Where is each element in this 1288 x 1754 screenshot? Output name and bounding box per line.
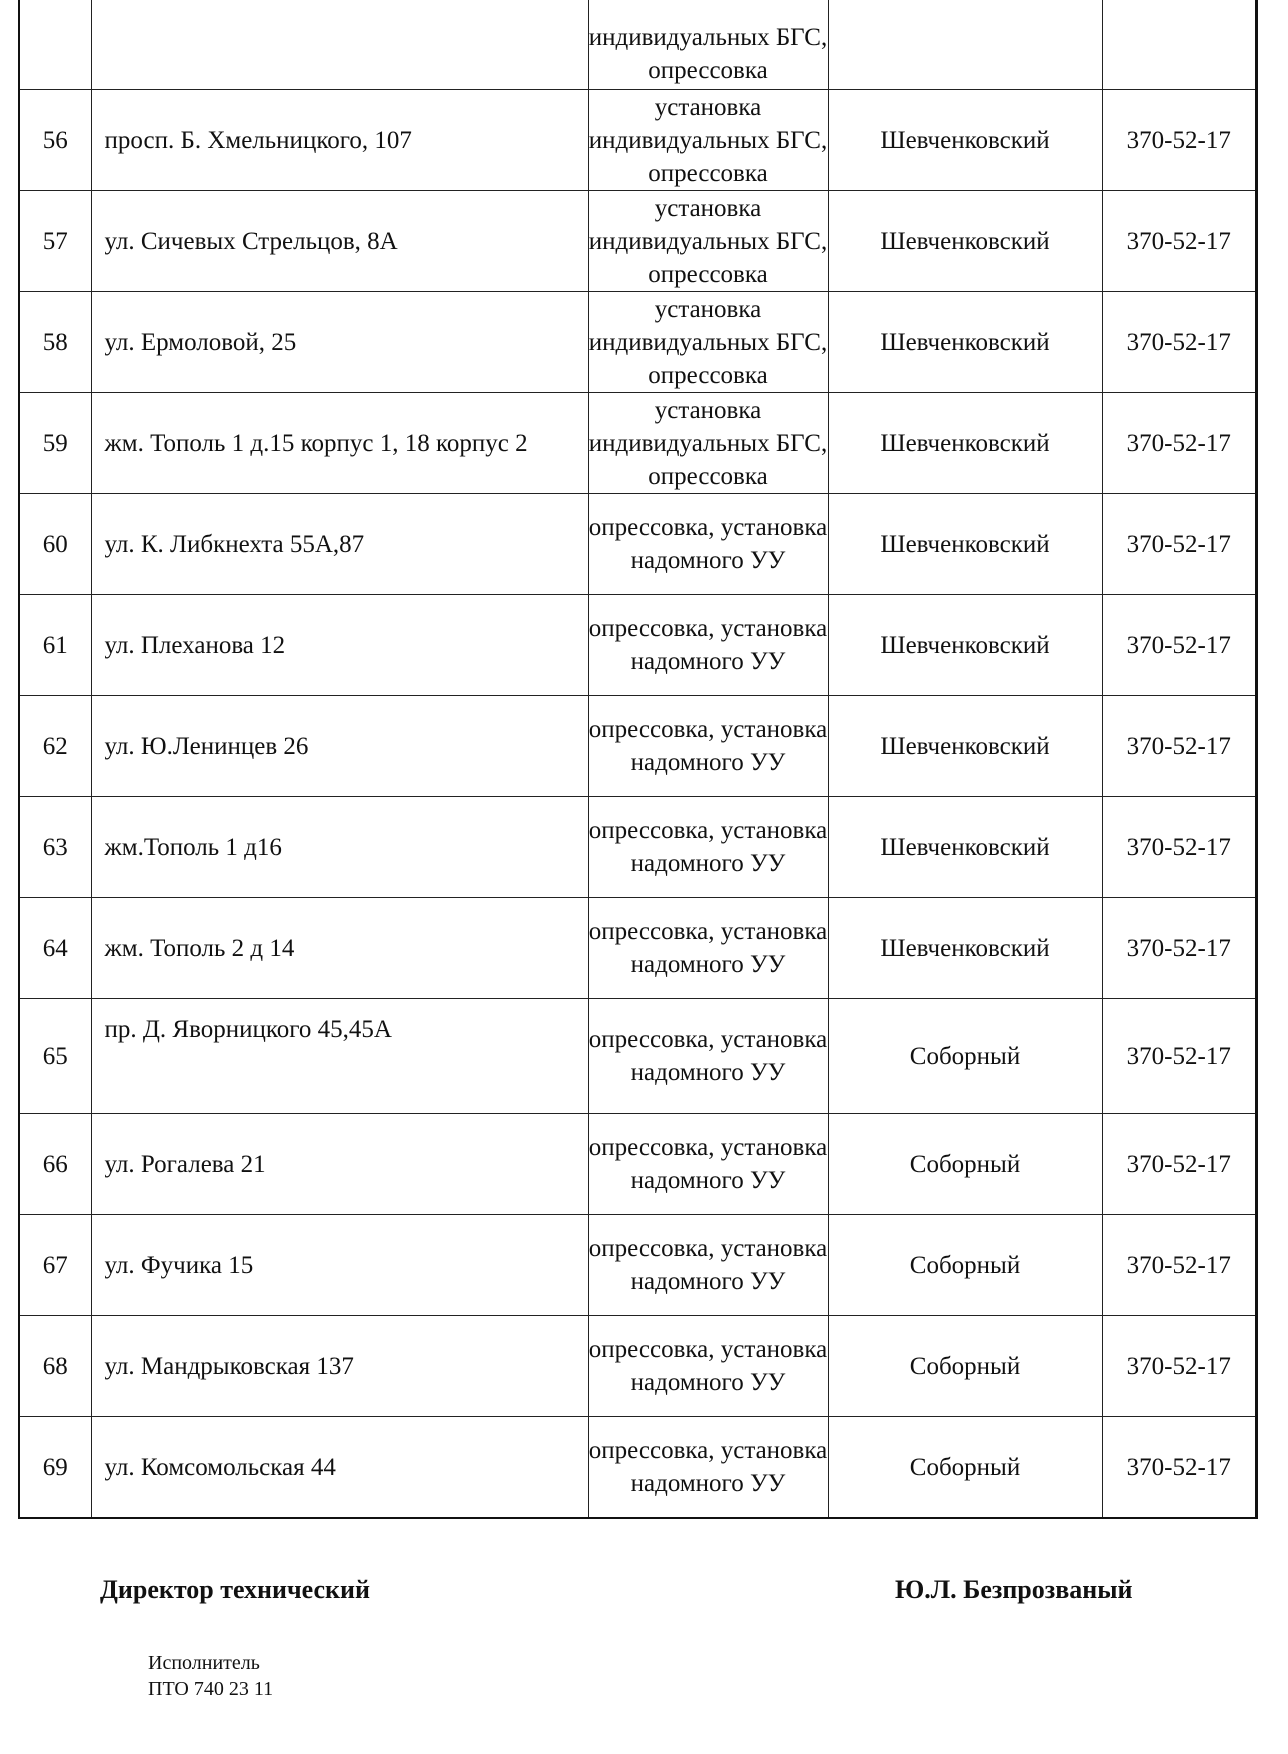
phone-cell: 370-52-17 [1102, 292, 1257, 393]
district-cell: Шевченковский [828, 393, 1102, 494]
work-type-cell: установка индивидуальных БГС, опрессовка [588, 292, 828, 393]
address-cell: ул. Фучика 15 [91, 1215, 588, 1316]
row-number-cell: 65 [19, 999, 91, 1114]
work-type-cell: опрессовка, установка надомного УУ [588, 1114, 828, 1215]
address-cell: жм. Тополь 2 д 14 [91, 898, 588, 999]
phone-cell: 370-52-17 [1102, 999, 1257, 1114]
phone-cell: 370-52-17 [1102, 494, 1257, 595]
executor-contact: ПТО 740 23 11 [148, 1678, 274, 1700]
address-cell: ул. Плеханова 12 [91, 595, 588, 696]
phone-cell: 370-52-17 [1102, 1215, 1257, 1316]
work-type-cell: опрессовка, установка надомного УУ [588, 595, 828, 696]
work-type-cell: опрессовка, установка надомного УУ [588, 494, 828, 595]
row-number-cell: 61 [19, 595, 91, 696]
works-table-body [19, 0, 1257, 1518]
executor-block [148, 1650, 273, 1702]
district-cell: Шевченковский [828, 494, 1102, 595]
row-number-cell: 60 [19, 494, 91, 595]
district-cell: Соборный [828, 1114, 1102, 1215]
work-type-cell: опрессовка, установка надомного УУ [588, 1215, 828, 1316]
phone-cell: 370-52-17 [1102, 393, 1257, 494]
address-cell: просп. Б. Хмельницкого, 107 [91, 90, 588, 191]
table-row [19, 292, 1257, 393]
work-type-cell: установка индивидуальных БГС, опрессовка [588, 90, 828, 191]
work-type-cell: опрессовка, установка надомного УУ [588, 1417, 828, 1519]
work-type-cell: опрессовка, установка надомного УУ [588, 797, 828, 898]
district-cell: Соборный [828, 999, 1102, 1114]
phone-cell: 370-52-17 [1102, 1417, 1257, 1519]
address-cell: ул. Комсомольская 44 [91, 1417, 588, 1519]
table-row [19, 90, 1257, 191]
work-type-cell: опрессовка, установка надомного УУ [588, 1316, 828, 1417]
row-number-cell: 62 [19, 696, 91, 797]
executor-label: Исполнитель [148, 1652, 260, 1674]
row-number-cell [19, 0, 91, 90]
document-sheet [18, 0, 1258, 1519]
phone-cell: 370-52-17 [1102, 1114, 1257, 1215]
row-number-cell: 66 [19, 1114, 91, 1215]
row-number-cell: 68 [19, 1316, 91, 1417]
row-number-cell: 59 [19, 393, 91, 494]
table-row [19, 494, 1257, 595]
district-cell: Шевченковский [828, 595, 1102, 696]
table-row-continued [19, 0, 1257, 90]
district-cell [828, 0, 1102, 90]
district-cell: Шевченковский [828, 898, 1102, 999]
row-number-cell: 57 [19, 191, 91, 292]
table-row [19, 1215, 1257, 1316]
address-cell: ул. Мандрыковская 137 [91, 1316, 588, 1417]
address-cell: ул. Сичевых Стрельцов, 8А [91, 191, 588, 292]
address-cell: пр. Д. Яворницкого 45,45А [91, 999, 588, 1114]
signatory-position: Директор технический [100, 1575, 370, 1604]
district-cell: Шевченковский [828, 292, 1102, 393]
address-cell: ул. Рогалева 21 [91, 1114, 588, 1215]
row-number-cell: 58 [19, 292, 91, 393]
table-row [19, 1417, 1257, 1519]
district-cell: Шевченковский [828, 191, 1102, 292]
work-type-cell: установка индивидуальных БГС, опрессовка [588, 191, 828, 292]
phone-cell: 370-52-17 [1102, 797, 1257, 898]
signatory-name: Ю.Л. Безпрозваный [895, 1575, 1133, 1604]
district-cell: Соборный [828, 1417, 1102, 1519]
district-cell: Соборный [828, 1215, 1102, 1316]
phone-cell: 370-52-17 [1102, 90, 1257, 191]
table-row [19, 595, 1257, 696]
address-cell [91, 0, 588, 90]
work-type-cell: индивидуальных БГС, опрессовка [588, 0, 828, 90]
phone-cell: 370-52-17 [1102, 898, 1257, 999]
address-cell: ул. К. Либкнехта 55А,87 [91, 494, 588, 595]
address-cell: жм.Тополь 1 д16 [91, 797, 588, 898]
table-row [19, 191, 1257, 292]
phone-cell: 370-52-17 [1102, 191, 1257, 292]
work-type-cell: опрессовка, установка надомного УУ [588, 999, 828, 1114]
address-cell: ул. Ермоловой, 25 [91, 292, 588, 393]
district-cell: Шевченковский [828, 90, 1102, 191]
table-row [19, 898, 1257, 999]
table-row [19, 1316, 1257, 1417]
works-table [18, 0, 1258, 1519]
table-row [19, 999, 1257, 1114]
district-cell: Шевченковский [828, 696, 1102, 797]
row-number-cell: 69 [19, 1417, 91, 1519]
phone-cell [1102, 0, 1257, 90]
row-number-cell: 67 [19, 1215, 91, 1316]
table-row [19, 393, 1257, 494]
phone-cell: 370-52-17 [1102, 595, 1257, 696]
table-row [19, 696, 1257, 797]
work-type-cell: опрессовка, установка надомного УУ [588, 898, 828, 999]
row-number-cell: 56 [19, 90, 91, 191]
row-number-cell: 64 [19, 898, 91, 999]
district-cell: Соборный [828, 1316, 1102, 1417]
address-cell: ул. Ю.Ленинцев 26 [91, 696, 588, 797]
row-number-cell: 63 [19, 797, 91, 898]
phone-cell: 370-52-17 [1102, 696, 1257, 797]
work-type-cell: опрессовка, установка надомного УУ [588, 696, 828, 797]
district-cell: Шевченковский [828, 797, 1102, 898]
work-type-cell: установка индивидуальных БГС, опрессовка [588, 393, 828, 494]
table-row [19, 1114, 1257, 1215]
table-row [19, 797, 1257, 898]
address-cell: жм. Тополь 1 д.15 корпус 1, 18 корпус 2 [91, 393, 588, 494]
phone-cell: 370-52-17 [1102, 1316, 1257, 1417]
